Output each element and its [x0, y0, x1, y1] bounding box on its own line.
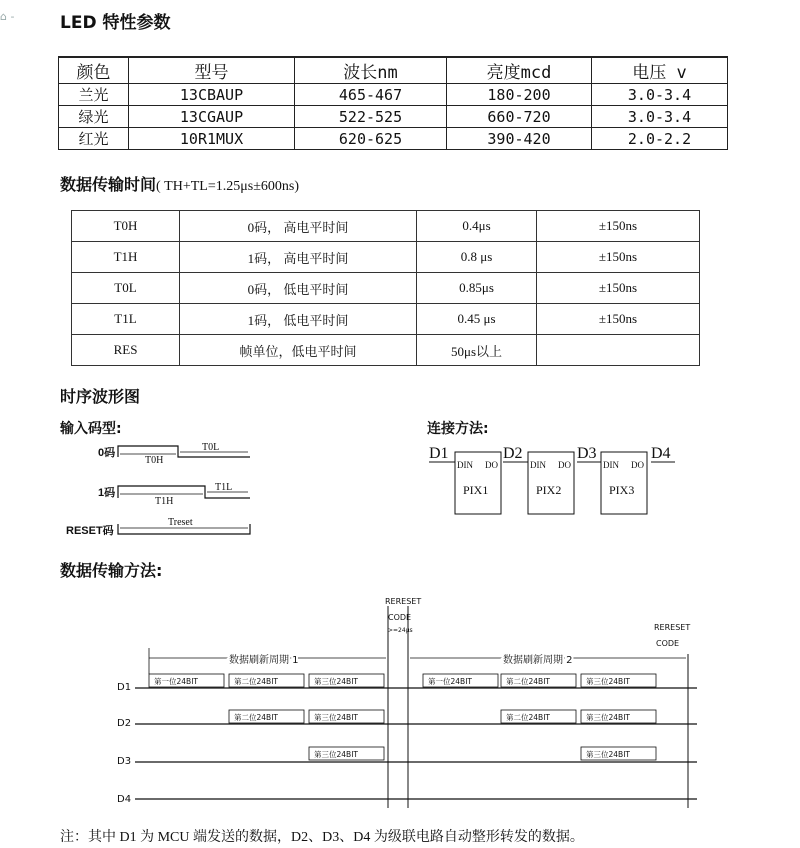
spec-cell: 3.0-3.4 [592, 106, 728, 128]
timing-cell: 0码， 高电平时间 [180, 211, 417, 242]
d1-bit1-label: 第一位24BIT [154, 677, 198, 686]
period-2-label: 数据刷新周期 2 [503, 655, 573, 666]
reset-code-1b-label: CODE [388, 613, 412, 622]
reset-code-label: RESET码 [66, 525, 114, 537]
timing-cell: T1L [72, 304, 180, 335]
reset-code-2b-label: CODE [656, 639, 680, 648]
pix1-din: DIN [457, 460, 473, 470]
t1l-label: T1L [215, 482, 233, 493]
table-row [72, 273, 700, 304]
spec-cell: 390-420 [447, 128, 592, 150]
treset-label: Treset [168, 517, 193, 528]
d3-bit3-label: 第三位24BIT [314, 750, 358, 759]
spec-cell: 13CBAUP [129, 84, 295, 106]
timing-table [71, 210, 700, 366]
pix2-din: DIN [530, 460, 546, 470]
timing-cell: T0L [72, 273, 180, 304]
table-row [72, 335, 700, 366]
timing-heading [60, 172, 299, 195]
connection-diagram [425, 438, 690, 520]
spec-cell: 13CGAUP [129, 106, 295, 128]
timing-cell: 0码， 低电平时间 [180, 273, 417, 304]
spec-header-cell: 亮度mcd [447, 57, 592, 84]
pix3-dout: DO [631, 460, 644, 470]
timing-cell: ±150ns [537, 273, 700, 304]
t0l-label: T0L [202, 442, 220, 453]
node-d1: D1 [429, 445, 449, 462]
page-corner-icon: ⌂ - [0, 10, 15, 23]
d1-bit3-label: 第三位24BIT [314, 677, 358, 686]
table-row [59, 128, 728, 150]
line-label-d3: D3 [117, 756, 132, 767]
line-label-d2: D2 [117, 718, 132, 729]
period-1-label: 数据刷新周期 1 [229, 655, 299, 666]
timing-title: 数据传输时间 [60, 175, 157, 194]
table-row [72, 211, 700, 242]
d1-bit2-label-2: 第二位24BIT [506, 677, 550, 686]
table-row [72, 242, 700, 273]
node-d2: D2 [503, 445, 523, 462]
timing-cell: ±150ns [537, 211, 700, 242]
table-row [59, 84, 728, 106]
timing-cell: T0H [72, 211, 180, 242]
d2-bit2-label-2: 第二位24BIT [506, 713, 550, 722]
d1-bit3-label-2: 第三位24BIT [586, 677, 630, 686]
t1h-label: T1H [155, 496, 174, 507]
timing-cell: 0.8 μs [417, 242, 537, 273]
pix1-label: PIX1 [463, 483, 489, 497]
led-spec-table [58, 56, 728, 150]
table-row [59, 106, 728, 128]
code0-label: 0码 [98, 447, 116, 459]
spec-header-cell: 颜色 [59, 57, 129, 84]
reset-time-label: >=24μs [388, 627, 413, 634]
timing-cell: ±150ns [537, 304, 700, 335]
timing-cell: 50μs以上 [417, 335, 537, 366]
code0-waveform [118, 446, 250, 457]
spec-cell: 522-525 [295, 106, 447, 128]
timing-cell [537, 335, 700, 366]
pix3-label: PIX3 [609, 483, 635, 497]
footnote: 注：其中 D1 为 MCU 端发送的数据，D2、D3、D4 为级联电路自动整形转发的数据。 [60, 830, 584, 845]
spec-cell: 660-720 [447, 106, 592, 128]
input-code-title: 输入码型: [60, 421, 122, 437]
line-label-d1: D1 [117, 682, 132, 693]
spec-cell: 465-467 [295, 84, 447, 106]
reset-code-1-label: RERESET [385, 597, 422, 606]
node-d3: D3 [577, 445, 597, 462]
timing-cell: T1H [72, 242, 180, 273]
reset-code-2-label: RERESET [654, 623, 691, 632]
timing-cell: ±150ns [537, 242, 700, 273]
timing-cell: 0.4μs [417, 211, 537, 242]
timing-cell: 1码， 低电平时间 [180, 304, 417, 335]
pix3-din: DIN [603, 460, 619, 470]
input-code-diagram [60, 438, 270, 548]
spec-cell: 10R1MUX [129, 128, 295, 150]
d1-bit1-label-2: 第一位24BIT [428, 677, 472, 686]
spec-cell: 红光 [59, 128, 129, 150]
waveform-title: 时序波形图 [60, 387, 141, 406]
timing-cell: 1码， 高电平时间 [180, 242, 417, 273]
spec-header-cell: 电压 v [592, 57, 728, 84]
code1-label: 1码 [98, 487, 116, 499]
spec-cell: 兰光 [59, 84, 129, 106]
line-label-d4: D4 [117, 794, 132, 805]
transfer-title: 数据传输方法: [60, 561, 163, 580]
spec-cell: 180-200 [447, 84, 592, 106]
timing-subtitle: ( TH+TL=1.25μs±600ns) [156, 179, 299, 194]
table-row [72, 304, 700, 335]
page-title: LED 特性参数 [60, 13, 171, 33]
spec-table-header [59, 57, 728, 84]
spec-cell: 2.0-2.2 [592, 128, 728, 150]
pix1-dout: DO [485, 460, 498, 470]
timing-cell: RES [72, 335, 180, 366]
d2-bit3-label: 第三位24BIT [314, 713, 358, 722]
timing-cell: 0.85μs [417, 273, 537, 304]
d2-bit3-label-2: 第三位24BIT [586, 713, 630, 722]
node-d4: D4 [651, 445, 671, 462]
spec-header-cell: 型号 [129, 57, 295, 84]
spec-cell: 绿光 [59, 106, 129, 128]
timing-cell: 帧单位，低电平时间 [180, 335, 417, 366]
transfer-diagram [105, 594, 700, 810]
pix2-label: PIX2 [536, 483, 562, 497]
pix2-dout: DO [558, 460, 571, 470]
d2-bit2-label: 第二位24BIT [234, 713, 278, 722]
t0h-label: T0H [145, 455, 164, 466]
spec-cell: 3.0-3.4 [592, 84, 728, 106]
d3-bit3-label-2: 第三位24BIT [586, 750, 630, 759]
spec-header-cell: 波长nm [295, 57, 447, 84]
timing-cell: 0.45 μs [417, 304, 537, 335]
connection-title: 连接方法: [427, 421, 489, 437]
d1-bit2-label: 第二位24BIT [234, 677, 278, 686]
spec-cell: 620-625 [295, 128, 447, 150]
